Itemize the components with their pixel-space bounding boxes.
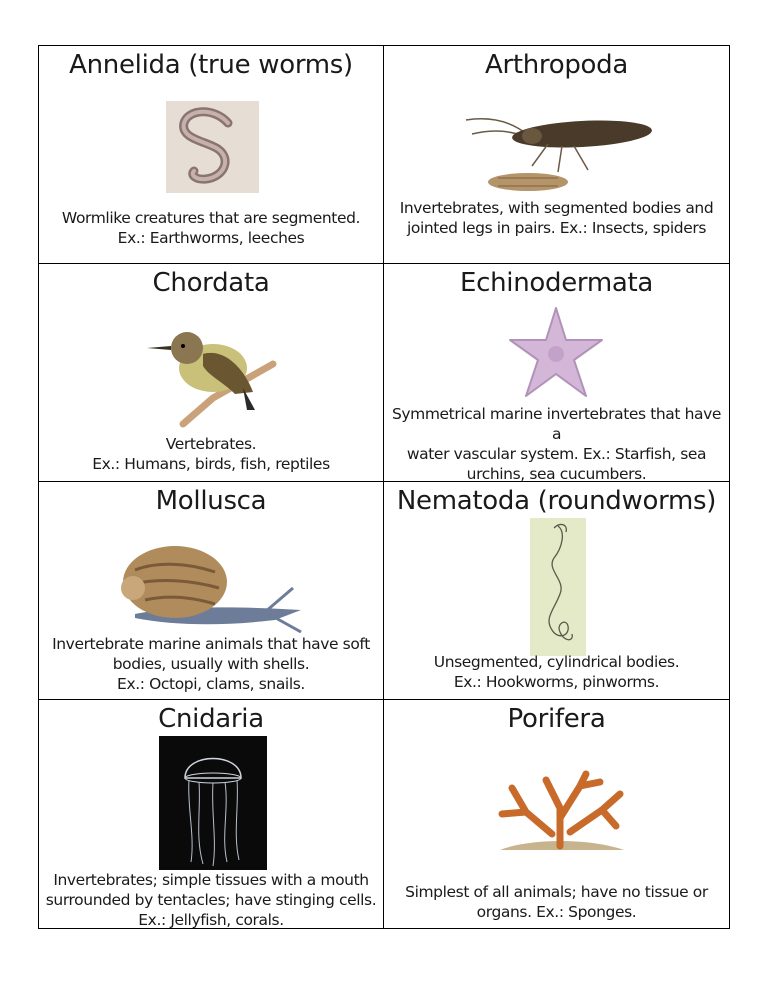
- snail-icon: [115, 522, 305, 634]
- card-annelida: [39, 46, 384, 264]
- card-description: Simplest of all animals; have no tissue or organs. Ex.: Sponges.: [405, 883, 708, 921]
- card-mollusca: [39, 482, 384, 700]
- card-title: Annelida (true worms): [69, 50, 353, 80]
- card-description: Wormlike creatures that are segmented. Ex.: Earthworms, leeches: [61, 209, 361, 247]
- card-description: Unsegmented, cylindrical bodies. Ex.: Hookworms, pinworms.: [433, 653, 680, 691]
- card-description: Invertebrate marine animals that have soft bodies, usually with shells. Ex.: Octopi, clams, snails.: [52, 635, 370, 693]
- card-cnidaria: [39, 700, 384, 928]
- card-title: Arthropoda: [484, 50, 629, 80]
- card-title: Echinodermata: [459, 268, 654, 298]
- card-title: Porifera: [507, 704, 606, 734]
- sponge-icon: [490, 768, 630, 854]
- card-porifera: [384, 700, 729, 928]
- card-description: Symmetrical marine invertebrates that have a water vascular system. Ex.: Starfish, sea urchins, sea cucumbers.: [391, 405, 722, 482]
- starfish-icon: [506, 304, 608, 400]
- phyla-sheet: [38, 45, 730, 929]
- card-description: Invertebrates; simple tissues with a mouth surrounded by tentacles; have stinging cells. Ex.: Jellyfish, corals.: [45, 871, 377, 928]
- card-title: Nematoda (roundworms): [396, 486, 717, 516]
- roundworm-icon: [530, 518, 586, 656]
- card-description: Vertebrates. Ex.: Humans, birds, fish, reptiles: [92, 435, 330, 473]
- phyla-grid: [39, 46, 729, 928]
- card-arthropoda: [384, 46, 729, 264]
- card-title: Cnidaria: [158, 704, 264, 734]
- earthworm-icon: [166, 101, 259, 193]
- jellyfish-icon: [159, 736, 267, 870]
- card-echinodermata: [384, 264, 729, 482]
- card-title: Mollusca: [155, 486, 267, 516]
- card-description: Invertebrates, with segmented bodies and jointed legs in pairs. Ex.: Insects, spiders: [399, 199, 714, 237]
- card-title: Chordata: [152, 268, 270, 298]
- card-chordata: [39, 264, 384, 482]
- bird-icon: [143, 306, 283, 428]
- insect-icon: [462, 106, 657, 198]
- card-nematoda: [384, 482, 729, 700]
